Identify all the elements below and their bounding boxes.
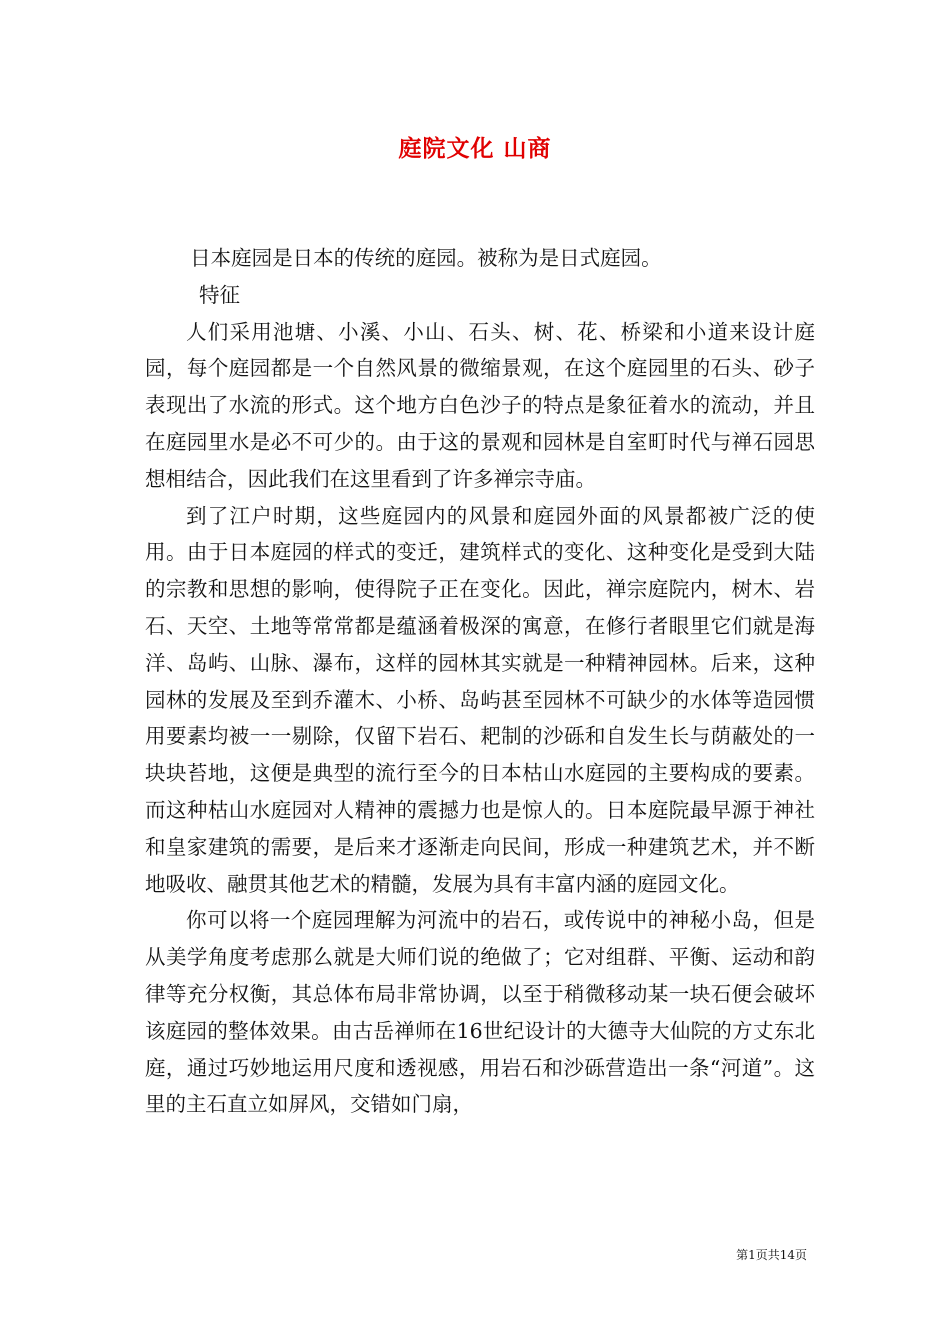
page-footer: 第1页共14页 [736, 1248, 807, 1262]
document-body [145, 240, 815, 1123]
body-paragraph-2: 到了江户时期，这些庭园内的风景和庭园外面的风景都被广泛的使用。由于日本庭园的样式的变迁，建筑样式的变化、这种变化是受到大陆的宗教和思想的影响，使得院子正在变化。因此，禅宗庭院内，树木、岩石、天空、土地等常常都是蕴涵着极深的寓意，在修行者眼里它们就是海洋、岛屿、山脉、瀑布，这样的园林其实就是一种精神园林。后来，这种园林的发展及至到乔灌木、小桥、岛屿甚至园林不可缺少的水体等造园惯用要素均被一一剔除，仅留下岩石、耙制的沙砾和自发生长与荫蔽处的一块块苔地，这便是典型的流行至今的日本枯山水庭园的主要构成的要素。而这种枯山水庭园对人精神的震撼力也是惊人的。日本庭院最早源于神社和皇家建筑的需要，是后来才逐渐走向民间，形成一种建筑艺术，并不断地吸收、融贯其他艺术的精髓，发展为具有丰富内涵的庭园文化。 [145, 503, 815, 896]
section-heading: 特征 [199, 282, 240, 307]
body-paragraph-3: 你可以将一个庭园理解为河流中的岩石，或传说中的神秘小岛，但是从美学角度考虑那么就是大师们说的绝做了；它对组群、平衡、运动和韵律等充分权衡，其总体布局非常协调，以至于稍微移动某一块石便会破坏该庭园的整体效果。由古岳禅师在16世纪设计的大德寺大仙院的方丈东北庭，通过巧妙地运用尺度和透视感，用岩石和沙砾营造出一条“河道”。这里的主石直立如屏风，交错如门扇， [145, 908, 815, 1117]
intro-paragraph: 日本庭园是日本的传统的庭园。被称为是日式庭园。 [190, 246, 662, 270]
body-paragraph-1: 人们采用池塘、小溪、小山、石头、树、花、桥梁和小道来设计庭园，每个庭园都是一个自然风景的微缩景观，在这个庭园里的石头、砂子表现出了水流的形式。这个地方白色沙子的特点是象征着水的流动，并且在庭园里水是必不可少的。由于这的景观和园林是自室町时代与禅石园思想相结合，因此我们在这里看到了许多禅宗寺庙。 [145, 319, 815, 491]
document-title: 庭院文化 山商 [398, 135, 552, 162]
